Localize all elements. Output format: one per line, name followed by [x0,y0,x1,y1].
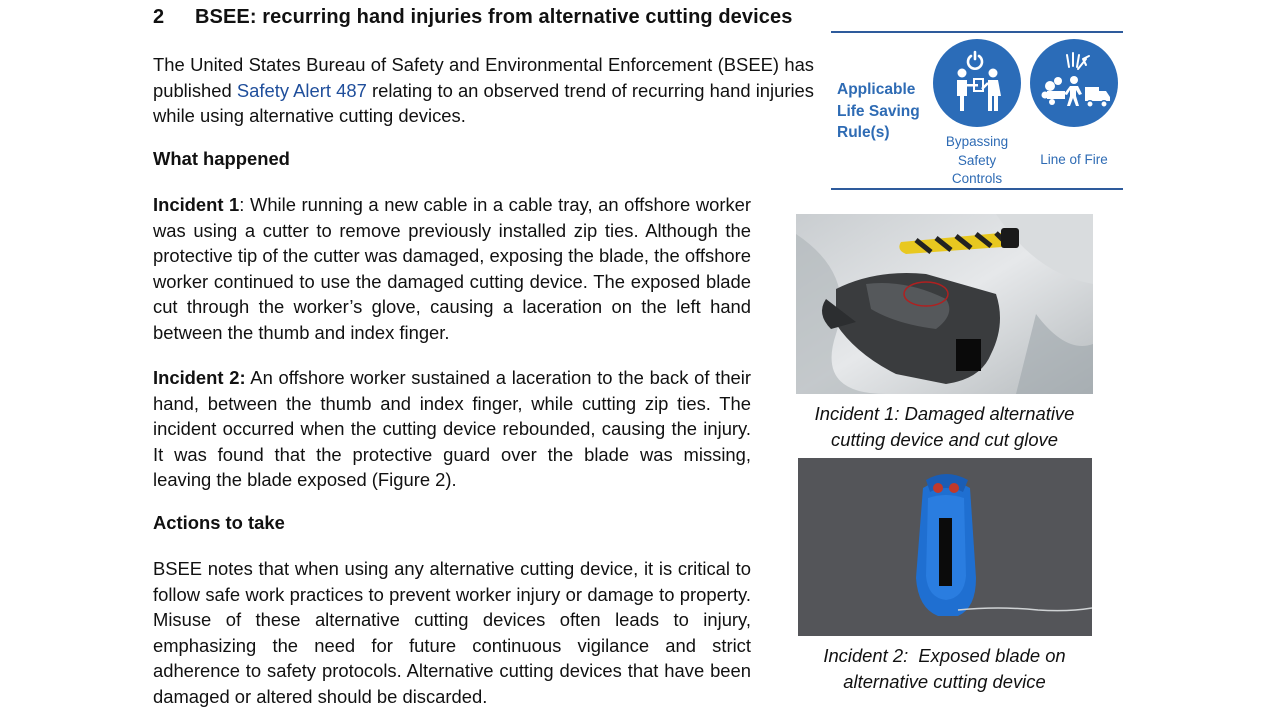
incident-1-text: : While running a new cable in a cable tray, an offshore worker was using a cutter to remove previously installed zip ties. Although the protective tip of the cutter was damaged, exposing the blade, the offshore worker continued to use the damaged cutting device. The exposed blade cut through the worker’s glove, causing a laceration on the left hand between the thumb and index finger. [153,194,752,343]
line-of-fire-label: Line of Fire [1040,152,1108,167]
fig2-caption-line-1: Incident 2: Exposed blade on [823,645,1066,666]
bsc-label-line-1: Bypassing [945,134,1009,149]
what-happened-heading: What happened [153,148,290,169]
fig1-caption-line-1: Incident 1: Damaged alternative [814,403,1075,424]
intro-text-2: relating to an observed trend of recurring hand injuries while using alternative cutting devices. [153,79,814,127]
incident-1-paragraph [153,192,751,346]
incident-2-text: An offshore worker sustained a laceration to the back of their hand, between the thumb and index finger, while cutting zip ties. The incident occurred when the cutting device rebounded, causing the injury. It was found that the protective guard over the blade was missing, leaving the blade exposed (Figure 2). [153,367,751,491]
intro-text-1: The United States Bureau of Safety and Environmental Enforcement (BSEE) has published [153,54,814,101]
bsc-label-line-2: Safety [957,152,997,168]
figure-2-caption [796,643,1093,694]
intro-paragraph [153,52,814,129]
safety-alert-link[interactable]: Safety Alert 487 [236,79,367,101]
incident-2-photo [798,458,1092,636]
lsr-title-line-2: Life Saving [837,102,920,120]
fig2-caption-line-2: alternative cutting device [843,670,1046,692]
actions-paragraph: BSEE notes that when using any alternative cutting device, it is critical to follow safe work practices to prevent worker injury or damage to property. Misuse of these alternative cutting devices often leads to injury, emphasizing the need for future continuous vigilance and strict adherence to safety protocols. Alternative cutting devices that have been damaged or altered should be discarded. [153,558,751,707]
figure-1-caption [796,401,1093,452]
incident-1-photo [796,214,1093,394]
section-title: BSEE: recurring hand injuries from alternative cutting devices [195,6,793,28]
line-of-fire-icon [1030,39,1118,127]
actions-heading: Actions to take [153,512,285,533]
section-number: 2 [153,6,165,28]
incident-2-paragraph [153,365,751,493]
section-heading [153,6,792,29]
lsr-title-line-3: Rule(s) [837,124,890,141]
life-saving-rules-box [831,31,1123,190]
incident-1-label: Incident 1 [153,194,240,215]
bypassing-safety-controls-label [933,133,1021,189]
incident-2-label: Incident 2: [153,367,246,388]
bypassing-safety-controls-icon [933,39,1021,127]
lsr-title-line-1: Applicable [837,81,916,98]
life-saving-rules-title [837,79,920,144]
bsc-label-line-3: Controls [951,171,1003,186]
fig1-caption-line-2: cutting device and cut glove [831,428,1058,450]
